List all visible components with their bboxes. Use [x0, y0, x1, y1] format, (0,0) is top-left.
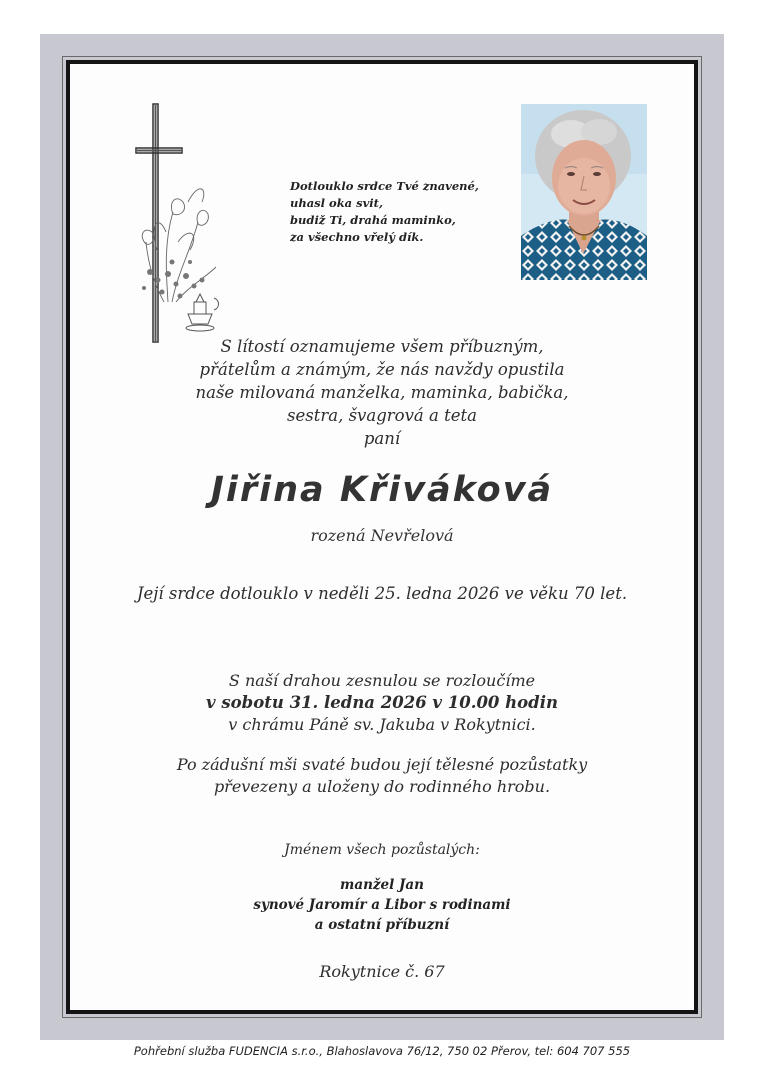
- burial-line: převezeny a uloženy do rodinného hrobu.: [213, 777, 551, 796]
- address: Rokytnice č. 67: [319, 962, 445, 981]
- mourners-list: [80, 875, 684, 935]
- burial-info: [80, 754, 684, 798]
- mourner-entry: manžel Jan: [340, 877, 424, 893]
- funeral-place: v chrámu Páně sv. Jakuba v Rokytnici.: [228, 715, 536, 734]
- memorial-poem: [290, 178, 520, 246]
- announcement-line: sestra, švagrová a teta: [287, 406, 477, 425]
- poem-line: za všechno vřelý dík.: [290, 230, 424, 244]
- poem-line: Dotlouklo srdce Tvé znavené,: [290, 179, 479, 193]
- cross-with-flowers-icon: [128, 102, 228, 347]
- funeral-info: [80, 670, 684, 736]
- poem-line: uhasl oka svit,: [290, 196, 383, 210]
- mourner-entry: synové Jaromír a Libor s rodinami: [253, 897, 511, 913]
- deceased-name: Jiřina Křiváková: [210, 470, 554, 510]
- burial-line: Po zádušní mši svaté budou její tělesné pozůstatky: [176, 755, 588, 774]
- funeral-service-footer: Pohřební služba FUDENCIA s.r.o., Blahoslavova 76/12, 750 02 Přerov, tel: 604 707 555: [133, 1044, 631, 1058]
- announcement-line: paní: [363, 429, 401, 448]
- poem-line: budiž Ti, drahá maminko,: [290, 213, 456, 227]
- portrait-photo: [521, 104, 647, 280]
- mourners-heading: Jménem všech pozůstalých:: [284, 842, 480, 858]
- announcement-line: naše milovaná manželka, maminka, babička,: [195, 383, 569, 402]
- announcement-text: [80, 335, 684, 450]
- funeral-intro: S naší drahou zesnulou se rozloučíme: [228, 671, 536, 690]
- mourner-entry: a ostatní příbuzní: [314, 917, 450, 933]
- announcement-line: S lítostí oznamujeme všem příbuzným,: [220, 337, 544, 356]
- death-note: Její srdce dotlouklo v neděli 25. ledna 2026 ve věku 70 let.: [136, 584, 628, 603]
- announcement-line: přátelům a známým, že nás navždy opustila: [199, 360, 565, 379]
- funeral-datetime: v sobotu 31. ledna 2026 v 10.00 hodin: [206, 693, 558, 712]
- maiden-name: rozená Nevřelová: [310, 526, 454, 545]
